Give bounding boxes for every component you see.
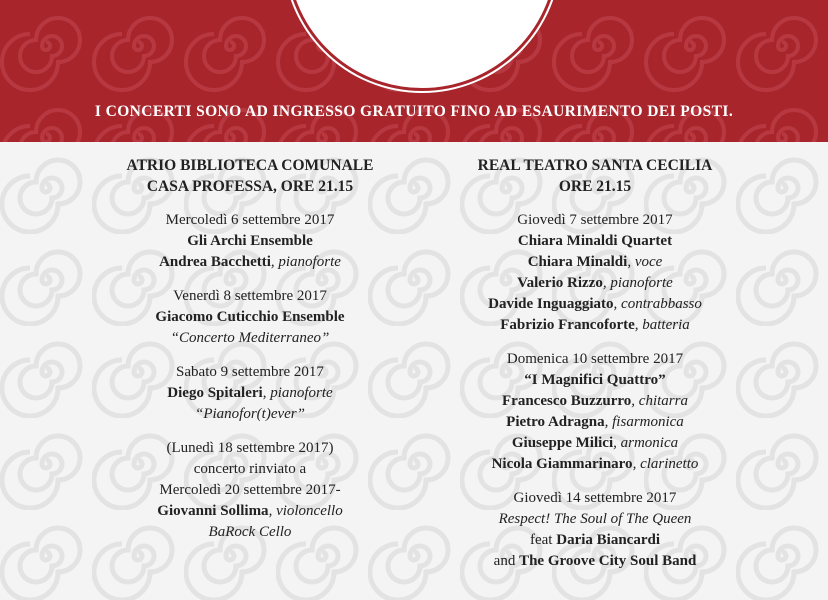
left-event-4 bbox=[85, 438, 415, 543]
performer-line: Valerio Rizzo, pianoforte bbox=[517, 275, 673, 291]
performer-line: Giovanni Sollima, violoncello bbox=[157, 503, 343, 519]
left-venue-heading: ATRIO BIBLIOTECA COMUNALE CASA PROFESSA, ORE 21.15 bbox=[126, 157, 374, 195]
concert-title: “Pianofor(t)ever” bbox=[195, 406, 305, 422]
left-event-1 bbox=[85, 210, 415, 273]
event-date: Sabato 9 settembre 2017 bbox=[176, 364, 324, 380]
event-date: Mercoledì 6 settembre 2017 bbox=[165, 212, 335, 228]
ensemble-name: “I Magnifici Quattro” bbox=[524, 372, 666, 388]
ensemble-name: Giacomo Cuticchio Ensemble bbox=[155, 309, 345, 325]
performer-line: Pietro Adragna, fisarmonica bbox=[506, 414, 684, 430]
right-event-2 bbox=[430, 349, 760, 475]
concert-title: “Concerto Mediterraneo” bbox=[170, 330, 330, 346]
performer-line: Chiara Minaldi, voce bbox=[527, 254, 663, 270]
performer-line: Francesco Buzzurro, chitarra bbox=[502, 393, 688, 409]
right-event-3 bbox=[430, 488, 760, 572]
performer-line: and The Groove City Soul Band bbox=[493, 553, 697, 569]
event-date: Giovedì 7 settembre 2017 bbox=[517, 212, 673, 228]
left-column bbox=[85, 155, 415, 543]
event-date: Giovedì 14 settembre 2017 bbox=[513, 490, 677, 506]
performer-line: Nicola Giammarinaro, clarinetto bbox=[491, 456, 699, 472]
original-date: (Lunedì 18 settembre 2017) bbox=[166, 440, 334, 456]
postponed-note: concerto rinviato a bbox=[193, 461, 307, 477]
red-banner bbox=[0, 0, 828, 142]
left-event-3 bbox=[85, 362, 415, 425]
event-date: Venerdì 8 settembre 2017 bbox=[173, 288, 327, 304]
left-event-2 bbox=[85, 286, 415, 349]
performer-line: Davide Inguaggiato, contrabbasso bbox=[488, 296, 702, 312]
performer-line: Andrea Bacchetti, pianoforte bbox=[159, 254, 341, 270]
right-column bbox=[430, 155, 760, 572]
ensemble-name: Gli Archi Ensemble bbox=[187, 233, 313, 249]
event-date: Domenica 10 settembre 2017 bbox=[506, 351, 684, 367]
right-venue-heading: REAL TEATRO SANTA CECILIA ORE 21.15 bbox=[477, 157, 713, 195]
free-entry-notice: I CONCERTI SONO AD INGRESSO GRATUITO FINO AD ESAURIMENTO DEI POSTI. bbox=[94, 103, 734, 120]
performer-line: Diego Spitaleri, pianoforte bbox=[167, 385, 333, 401]
performer-line: Giuseppe Milici, armonica bbox=[511, 435, 679, 451]
concert-title: BaRock Cello bbox=[208, 524, 292, 540]
ensemble-name: Chiara Minaldi Quartet bbox=[517, 233, 673, 249]
performer-line: Fabrizio Francoforte, batteria bbox=[500, 317, 690, 333]
event-date: Mercoledì 20 settembre 2017- bbox=[159, 482, 341, 498]
performer-line: feat Daria Biancardi bbox=[530, 532, 660, 548]
right-event-1 bbox=[430, 210, 760, 336]
concert-title: Respect! The Soul of The Queen bbox=[498, 511, 692, 527]
